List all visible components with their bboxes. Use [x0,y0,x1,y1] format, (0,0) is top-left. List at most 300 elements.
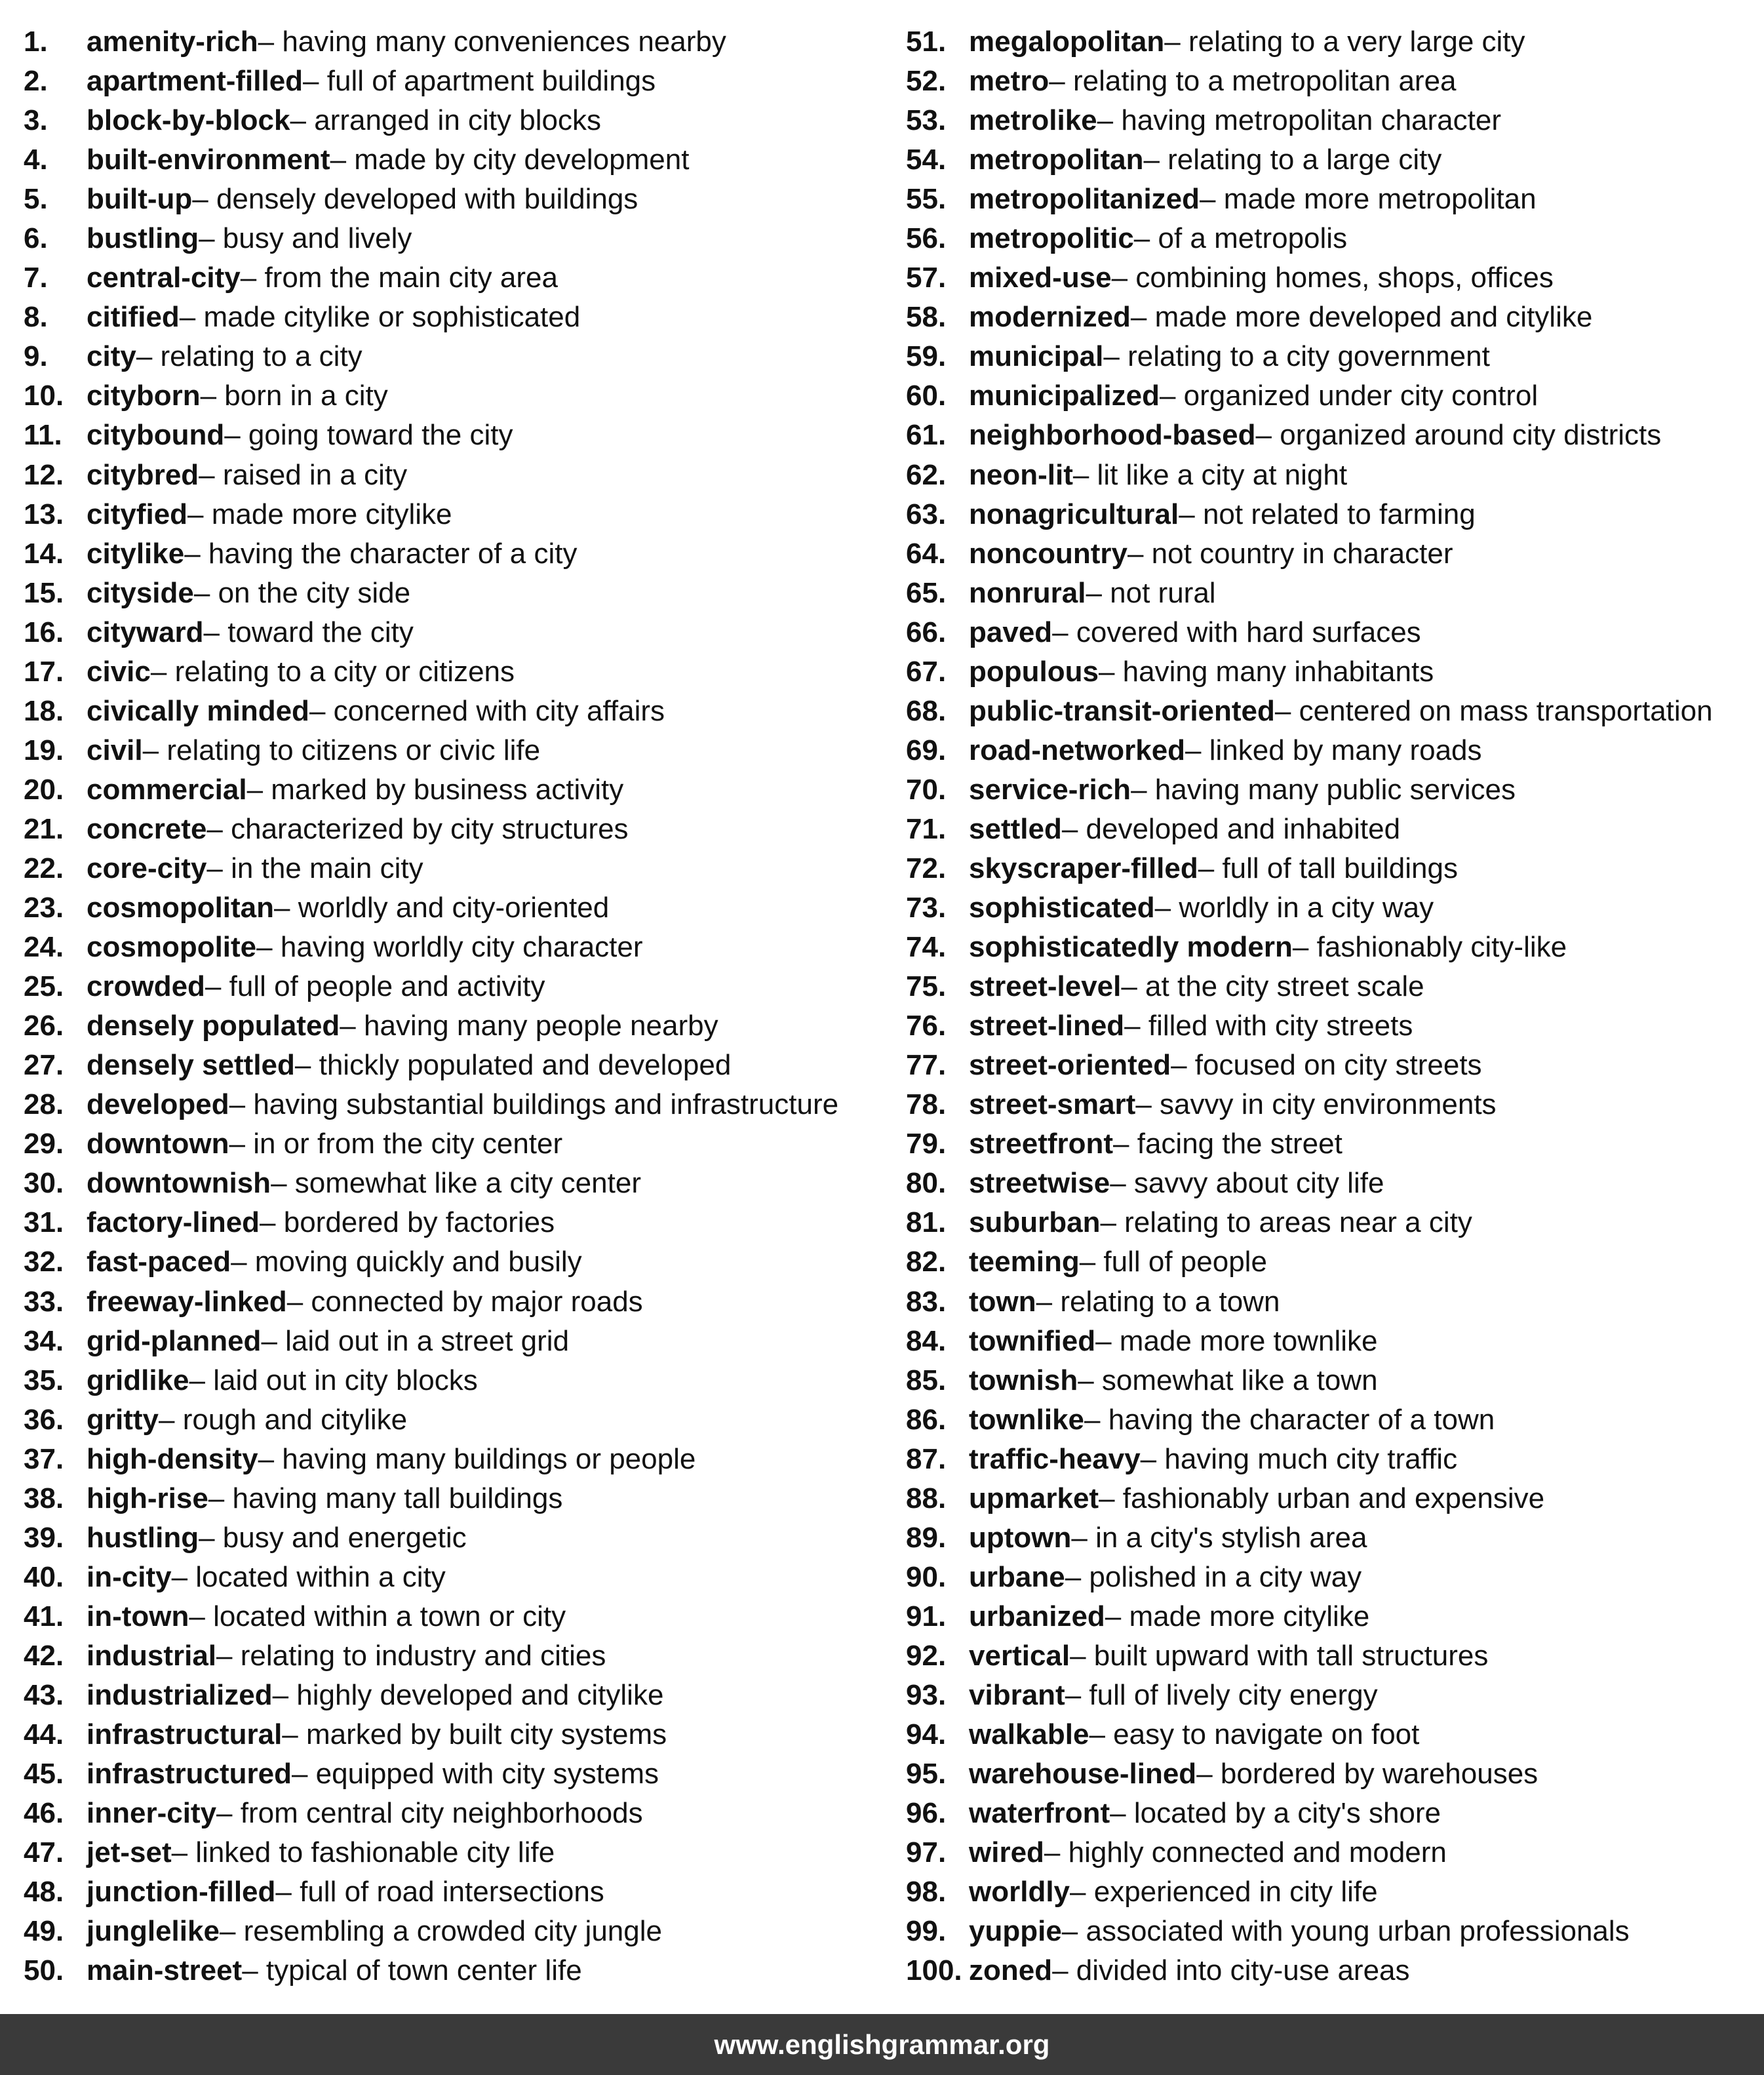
list-item [24,495,902,534]
list-item-number: 7. [24,262,48,294]
list-item-term: inner-city [87,1797,217,1830]
list-item [24,888,902,928]
list-item [906,376,1758,416]
list-item-number: 72. [906,852,947,884]
list-item-definition: – laid out in city blocks [189,1364,478,1396]
list-item [906,1597,1758,1636]
list-item-number: 99. [906,1915,947,1948]
list-item-definition: – somewhat like a town [1078,1364,1378,1396]
list-item-term: street-oriented [969,1049,1171,1082]
list-item-term: street-smart [969,1088,1136,1121]
list-item-number: 69. [906,734,947,766]
list-item-term: jet-set [87,1836,172,1869]
list-item-number: 60. [906,380,947,412]
list-item-definition: – having worldly city character [256,931,643,964]
list-item-definition: – worldly and city-oriented [274,892,610,924]
list-item [906,1872,1758,1912]
list-item-definition: – having many people nearby [340,1010,718,1042]
list-item [906,1242,1758,1282]
list-item-term: cosmopolite [87,931,257,964]
list-item [906,22,1758,62]
list-item-definition: – relating to citizens or civic life [142,734,541,766]
list-item-number: 83. [906,1285,947,1318]
list-item-definition: – resembling a crowded city jungle [219,1915,662,1948]
list-item [906,180,1758,219]
list-item [24,1597,902,1636]
list-item-term: vertical [969,1639,1070,1672]
list-item-term: cityfied [87,498,188,530]
list-item-term: public-transit-oriented [969,694,1275,727]
list-item [24,1400,902,1440]
list-item-term: citified [87,301,180,334]
list-item-term: sophisticatedly modern [969,931,1293,964]
list-item [906,810,1758,849]
list-item-definition: – made citylike or sophisticated [179,301,581,334]
list-item [906,1715,1758,1754]
list-item [24,849,902,888]
list-item-number: 11. [24,419,62,452]
list-item-definition: – relating to a very large city [1164,26,1525,58]
list-item-definition: – associated with young urban professionals [1061,1915,1630,1948]
list-item-term: metropolitic [969,222,1134,255]
list-item [24,1676,902,1715]
list-item-definition: – easy to navigate on foot [1089,1718,1420,1751]
list-item-definition: – savvy in city environments [1135,1088,1497,1121]
list-item-definition: – having many conveniences nearby [258,26,726,58]
list-item-definition: – having many public services [1131,773,1516,806]
list-item [906,1912,1758,1951]
list-item [24,810,902,849]
list-item [906,62,1758,101]
list-item-number: 35. [24,1364,64,1396]
list-item-term: sophisticated [969,892,1155,924]
list-item-definition: – full of tall buildings [1198,852,1458,884]
list-item-definition: – on the city side [193,576,411,609]
list-item [24,1361,902,1400]
list-item-number: 10. [24,380,64,412]
list-item-number: 31. [24,1206,64,1239]
list-item-term: street-lined [969,1010,1125,1042]
list-item-number: 55. [906,183,947,216]
list-item-definition: – in the main city [206,852,423,884]
list-item-definition: – arranged in city blocks [290,104,601,137]
list-item [24,1636,902,1676]
list-item-definition: – focused on city streets [1171,1049,1482,1082]
list-item [24,1833,902,1872]
list-item-term: cityside [87,576,194,609]
list-item-term: cosmopolitan [87,892,275,924]
list-item [24,376,902,416]
list-item-term: streetfront [969,1128,1114,1160]
list-item-term: modernized [969,301,1131,334]
list-item-term: block-by-block [87,104,290,137]
list-item-number: 26. [24,1010,64,1042]
list-item [24,456,902,495]
list-item-number: 17. [24,655,64,688]
list-item-term: built-environment [87,144,330,176]
list-item-term: core-city [87,852,207,884]
list-item-definition: – having substantial buildings and infrastructure [229,1088,839,1121]
list-item-term: civically minded [87,694,309,727]
list-item-definition: – thickly populated and developed [294,1049,732,1082]
list-item [906,1833,1758,1872]
list-item-definition: – raised in a city [199,458,408,491]
list-item-number: 67. [906,655,947,688]
list-item-definition: – equipped with city systems [291,1758,659,1790]
list-item [24,613,902,652]
list-item-term: worldly [969,1876,1070,1908]
list-item-term: bustling [87,222,199,255]
list-item-term: neon-lit [969,458,1073,491]
list-item-definition: – highly connected and modern [1044,1836,1447,1869]
list-item-definition: – made more townlike [1095,1324,1378,1357]
list-item [24,928,902,967]
list-item-number: 65. [906,576,947,609]
list-item [24,1479,902,1518]
list-item [24,140,902,180]
list-item-term: wired [969,1836,1044,1869]
list-item-number: 13. [24,498,64,530]
list-item-number: 62. [906,458,947,491]
list-item [906,731,1758,770]
list-item-number: 14. [24,537,64,570]
list-item-definition: – savvy about city life [1110,1167,1384,1200]
list-item-number: 24. [24,931,64,964]
list-item-term: civil [87,734,143,766]
list-item [24,22,902,62]
list-item-term: fast-paced [87,1246,231,1278]
list-item-definition: – having the character of a town [1084,1403,1495,1436]
list-item [906,1361,1758,1400]
list-item [24,1085,902,1124]
list-item-definition: – bordered by factories [260,1206,555,1239]
list-item-term: warehouse-lined [969,1758,1197,1790]
list-item-term: metropolitanized [969,183,1200,216]
list-item-term: uptown [969,1521,1072,1554]
list-item-number: 46. [24,1797,64,1830]
list-item [24,1715,902,1754]
list-item [906,692,1758,731]
list-item-term: nonrural [969,576,1086,609]
list-item-number: 84. [906,1324,947,1357]
list-item-definition: – made more metropolitan [1200,183,1537,216]
list-item-definition: – built upward with tall structures [1070,1639,1489,1672]
list-item [906,534,1758,574]
list-item [906,928,1758,967]
list-item-definition: – relating to industry and cities [216,1639,606,1672]
list-item-number: 1. [24,26,48,58]
list-item-term: crowded [87,970,205,1003]
list-item-number: 54. [906,144,947,176]
list-item-definition: – located by a city's shore [1110,1797,1441,1830]
list-item-number: 21. [24,812,64,845]
list-item-definition: – relating to a metropolitan area [1049,65,1457,98]
list-item-definition: – relating to areas near a city [1100,1206,1472,1239]
list-item [906,337,1758,376]
list-item [24,219,902,258]
list-item-definition: – from central city neighborhoods [216,1797,643,1830]
list-item-definition: – highly developed and citylike [272,1678,664,1711]
list-item-number: 56. [906,222,947,255]
list-item-number: 45. [24,1758,64,1790]
list-item-definition: – having the character of a city [184,537,578,570]
list-item [906,1322,1758,1361]
list-item-term: hustling [87,1521,199,1554]
list-item-number: 47. [24,1836,64,1869]
list-item-term: grid-planned [87,1324,262,1357]
list-item [24,416,902,455]
list-item-term: gridlike [87,1364,189,1396]
list-item-term: vibrant [969,1678,1065,1711]
list-item-term: commercial [87,773,247,806]
list-item-number: 42. [24,1639,64,1672]
list-item-term: metro [969,65,1049,98]
list-item-term: waterfront [969,1797,1110,1830]
list-item-definition: – somewhat like a city center [271,1167,641,1200]
list-item-definition: – experienced in city life [1070,1876,1378,1908]
list-item-term: high-rise [87,1482,208,1514]
list-item-number: 79. [906,1128,947,1160]
list-item-number: 85. [906,1364,947,1396]
list-item-definition: – connected by major roads [286,1285,643,1318]
list-item-number: 75. [906,970,947,1003]
list-item-definition: – at the city street scale [1121,970,1424,1003]
list-item-number: 15. [24,576,64,609]
list-item-term: mixed-use [969,262,1112,294]
list-item-number: 80. [906,1167,947,1200]
list-item [24,1558,902,1597]
list-item-number: 58. [906,301,947,334]
list-item-term: citybound [87,419,225,452]
list-item-number: 43. [24,1678,64,1711]
list-item-number: 9. [24,340,48,373]
list-item-term: main-street [87,1954,243,1987]
list-item-term: zoned [969,1954,1053,1987]
list-item-term: city [87,340,136,373]
list-item [906,1636,1758,1676]
list-item-number: 32. [24,1246,64,1278]
list-item-term: road-networked [969,734,1186,766]
list-item-number: 37. [24,1442,64,1475]
list-item-definition: – in a city's stylish area [1071,1521,1367,1554]
list-item-definition: – made more citylike [187,498,452,530]
list-item [906,849,1758,888]
list-item-term: gritty [87,1403,159,1436]
list-item-definition: – centered on mass transportation [1274,694,1713,727]
list-item [906,1479,1758,1518]
list-item-number: 39. [24,1521,64,1554]
list-item-number: 97. [906,1836,947,1869]
list-item [906,1794,1758,1833]
list-item-number: 8. [24,301,48,334]
list-item-definition: – having many inhabitants [1098,655,1434,688]
list-item-number: 49. [24,1915,64,1948]
list-item-term: apartment-filled [87,65,304,98]
list-item [24,731,902,770]
list-item [906,219,1758,258]
list-item-term: metropolitan [969,144,1144,176]
list-item-definition: – toward the city [203,616,414,648]
list-item-term: teeming [969,1246,1080,1278]
list-item-number: 70. [906,773,947,806]
list-item-definition: – typical of town center life [242,1954,582,1987]
list-item-number: 29. [24,1128,64,1160]
list-item-definition: – laid out in a street grid [261,1324,570,1357]
footer-bar [0,2014,1764,2075]
list-item-number: 94. [906,1718,947,1751]
list-item-definition: – relating to a city [136,340,363,373]
list-item-term: megalopolitan [969,26,1165,58]
list-item-term: amenity-rich [87,26,258,58]
list-item-number: 4. [24,144,48,176]
list-item [906,416,1758,455]
list-item-number: 6. [24,222,48,255]
list-item-definition: – full of road intersections [275,1876,604,1908]
list-item-number: 63. [906,498,947,530]
list-item-term: townified [969,1324,1096,1357]
list-item-number: 27. [24,1049,64,1082]
list-item-term: noncountry [969,537,1127,570]
list-item-term: settled [969,812,1062,845]
list-item-term: paved [969,616,1053,648]
list-item-definition: – having many buildings or people [258,1442,696,1475]
list-item-number: 19. [24,734,64,766]
list-item [906,1951,1758,1990]
list-item [24,1046,902,1085]
list-item-definition: – busy and lively [199,222,412,255]
list-item [906,456,1758,495]
list-item-term: urbanized [969,1600,1105,1632]
list-item-definition: – from the main city area [240,262,558,294]
list-item-number: 74. [906,931,947,964]
list-item [906,1518,1758,1558]
list-item [906,1440,1758,1479]
list-item-definition: – covered with hard surfaces [1052,616,1421,648]
list-item-definition: – filled with city streets [1124,1010,1413,1042]
list-item-definition: – organized under city control [1159,380,1539,412]
list-item-term: citylike [87,537,185,570]
list-item-definition: – going toward the city [224,419,513,452]
list-item-definition: – made by city development [330,144,690,176]
list-item-term: skyscraper-filled [969,852,1198,884]
list-item-definition: – relating to a town [1036,1285,1280,1318]
list-item [24,1754,902,1794]
list-item [24,180,902,219]
list-item-definition: – fashionably city-like [1292,931,1567,964]
list-item-number: 92. [906,1639,947,1672]
list-item-number: 68. [906,694,947,727]
list-item-term: densely settled [87,1049,295,1082]
list-item-number: 87. [906,1442,947,1475]
list-item-number: 23. [24,892,64,924]
list-item [24,1124,902,1164]
list-item [906,1124,1758,1164]
list-item [906,101,1758,140]
list-item-term: upmarket [969,1482,1099,1514]
list-item [906,1085,1758,1124]
list-item-definition: – of a metropolis [1133,222,1348,255]
list-item [24,1872,902,1912]
list-item-term: built-up [87,183,193,216]
list-item [24,101,902,140]
list-item-number: 90. [906,1560,947,1593]
list-item-number: 34. [24,1324,64,1357]
list-item-number: 50. [24,1954,64,1987]
list-item-term: town [969,1285,1036,1318]
list-item-term: citybred [87,458,199,491]
list-item-number: 76. [906,1010,947,1042]
list-item [24,967,902,1006]
list-item [24,62,902,101]
list-item-term: neighborhood-based [969,419,1256,452]
list-item-number: 51. [906,26,947,58]
list-item-number: 38. [24,1482,64,1514]
list-item-definition: – linked by many roads [1185,734,1482,766]
list-item-term: service-rich [969,773,1131,806]
list-item-term: townish [969,1364,1078,1396]
list-item [906,613,1758,652]
list-item [24,1242,902,1282]
list-item [906,1006,1758,1046]
list-item-number: 2. [24,65,48,98]
list-item [24,770,902,810]
list-item-definition: – marked by built city systems [282,1718,667,1751]
list-item [24,1164,902,1203]
list-item-number: 5. [24,183,48,216]
list-item-term: cityward [87,616,204,648]
list-item [906,1400,1758,1440]
list-item-term: populous [969,655,1099,688]
list-item [906,298,1758,337]
list-item [906,1754,1758,1794]
list-item-number: 57. [906,262,947,294]
list-item-definition: – not rural [1086,576,1216,609]
footer-website-link[interactable]: www.englishgrammar.org [714,2028,1050,2060]
list-item-term: industrial [87,1639,217,1672]
list-item [906,967,1758,1006]
list-item-term: in-town [87,1600,189,1632]
list-item-number: 22. [24,852,64,884]
list-item-definition: – in or from the city center [229,1128,563,1160]
list-item-term: civic [87,655,151,688]
list-item [24,1794,902,1833]
list-item-number: 41. [24,1600,64,1632]
list-item [24,1203,902,1242]
list-item-definition: – not related to farming [1179,498,1476,530]
list-item-definition: – made more citylike [1105,1600,1370,1632]
list-item [24,1282,902,1322]
list-item-definition: – characterized by city structures [206,812,629,845]
list-item-definition: – located within a town or city [189,1600,566,1632]
list-item-definition: – densely developed with buildings [192,183,638,216]
list-item [906,770,1758,810]
list-item-number: 53. [906,104,947,137]
list-item-number: 93. [906,1678,947,1711]
list-item-definition: – full of people and activity [205,970,545,1003]
list-item-number: 40. [24,1560,64,1593]
list-item [906,1282,1758,1322]
list-item-term: walkable [969,1718,1089,1751]
list-item [24,574,902,613]
list-item-term: downtown [87,1128,229,1160]
list-item-definition: – full of apartment buildings [303,65,656,98]
list-item-definition: – fashionably urban and expensive [1099,1482,1545,1514]
list-item [24,1322,902,1361]
list-item-number: 36. [24,1403,64,1436]
list-item-term: concrete [87,812,207,845]
list-item-term: junction-filled [87,1876,276,1908]
list-item-definition: – concerned with city affairs [309,694,665,727]
